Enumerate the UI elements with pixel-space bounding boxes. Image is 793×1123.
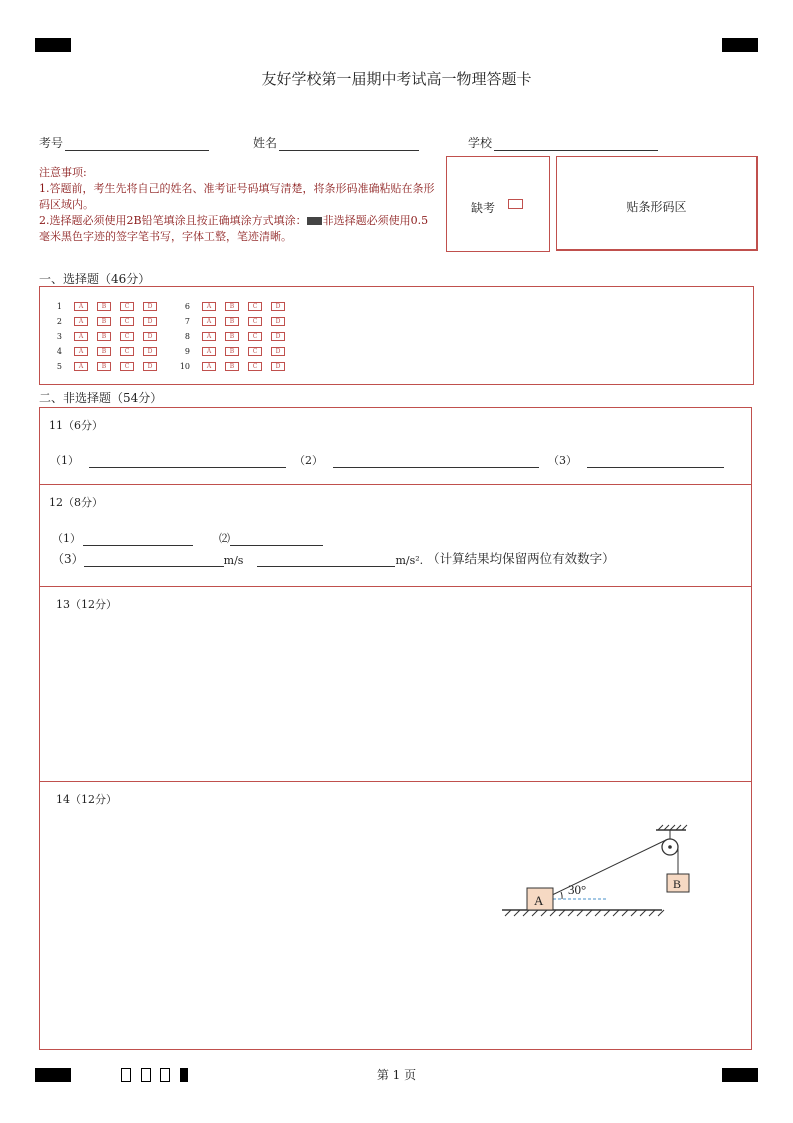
option-b-bubble[interactable]: B — [97, 332, 111, 341]
section-1-title: 一、选择题（46分） — [39, 272, 151, 286]
barcode-label: 贴条形码区 — [626, 200, 687, 214]
option-b-bubble[interactable]: B — [97, 347, 111, 356]
q12-answer-3[interactable] — [52, 549, 615, 567]
question-number: 10 — [179, 362, 190, 371]
absent-label: 缺考 — [471, 201, 496, 215]
option-d-bubble[interactable]: D — [143, 362, 157, 371]
filled-sample-icon — [307, 217, 322, 225]
option-b-bubble[interactable]: B — [97, 317, 111, 326]
pulley-axle — [668, 845, 672, 849]
q12-p1-line[interactable] — [83, 534, 193, 546]
question-number: 5 — [56, 362, 62, 371]
choice-row-2 — [48, 317, 166, 326]
instruction-1: 1.答题前，考生先将自己的姓名、准考证号码填写清楚，将条形码准确粘贴在条形码区域内。 — [39, 182, 435, 211]
q11-p2-line[interactable] — [333, 456, 539, 468]
option-a-bubble[interactable]: A — [74, 362, 88, 371]
question-number: 1 — [56, 302, 62, 311]
option-d-bubble[interactable]: D — [143, 302, 157, 311]
option-c-bubble[interactable]: C — [120, 362, 134, 371]
choice-row-6 — [176, 302, 294, 311]
section-2-title: 二、非选择题（54分） — [39, 391, 163, 405]
angle-label: 30° — [568, 882, 587, 897]
question-number: 7 — [184, 317, 190, 326]
option-b-bubble[interactable]: B — [225, 347, 239, 356]
absent-box — [446, 156, 550, 252]
option-d-bubble[interactable]: D — [271, 317, 285, 326]
q11-p2-label: （2） — [294, 454, 323, 467]
option-a-bubble[interactable]: A — [202, 362, 216, 371]
option-c-bubble[interactable]: C — [248, 362, 262, 371]
option-b-bubble[interactable]: B — [225, 332, 239, 341]
ground-hatching — [505, 910, 664, 916]
option-b-bubble[interactable]: B — [225, 317, 239, 326]
answer-area — [39, 407, 752, 1050]
q11-label: 11（6分） — [49, 419, 103, 432]
exam-number-line[interactable] — [65, 138, 209, 151]
choice-row-4 — [48, 347, 166, 356]
q12-p2-line[interactable] — [230, 534, 323, 546]
q12-answer-2[interactable] — [219, 530, 323, 546]
registration-mark-top-left — [35, 38, 71, 52]
q12-unit-1: m/s — [223, 554, 244, 567]
q11-p1-label: （1） — [50, 454, 79, 467]
angle-arc — [561, 892, 562, 899]
option-b-bubble[interactable]: B — [97, 362, 111, 371]
option-d-bubble[interactable]: D — [271, 302, 285, 311]
name-field[interactable] — [253, 134, 419, 151]
q13-label: 13（12分） — [56, 598, 117, 611]
option-c-bubble[interactable]: C — [120, 302, 134, 311]
q11-p1-line[interactable] — [89, 456, 286, 468]
block-a-label: A — [534, 893, 544, 908]
q12-p1-label: （1） — [52, 532, 81, 545]
exam-number-label: 考号 — [39, 136, 64, 150]
option-a-bubble[interactable]: A — [202, 317, 216, 326]
choice-row-9 — [176, 347, 294, 356]
question-number: 4 — [56, 347, 62, 356]
choice-row-8 — [176, 332, 294, 341]
q11-answer-3[interactable] — [548, 452, 724, 468]
q11-p3-label: （3） — [548, 454, 577, 467]
option-a-bubble[interactable]: A — [74, 302, 88, 311]
question-number: 8 — [184, 332, 190, 341]
registration-mark-top-right — [722, 38, 758, 52]
exam-number-field[interactable] — [39, 134, 209, 151]
option-d-bubble[interactable]: D — [143, 332, 157, 341]
q12-unit-2: m/s². — [395, 554, 424, 567]
option-c-bubble[interactable]: C — [120, 317, 134, 326]
choice-row-7 — [176, 317, 294, 326]
option-b-bubble[interactable]: B — [97, 302, 111, 311]
instructions-heading: 注意事项: — [39, 166, 87, 179]
instruction-2 — [39, 213, 437, 245]
q12-p2-label: ⑵ — [219, 532, 230, 545]
page-title: 友好学校第一届期中考试高一物理答题卡 — [261, 70, 532, 88]
option-a-bubble[interactable]: A — [74, 347, 88, 356]
question-number: 9 — [184, 347, 190, 356]
option-c-bubble[interactable]: C — [248, 317, 262, 326]
divider-11-12 — [40, 484, 751, 485]
name-label: 姓名 — [253, 136, 278, 150]
q12-label: 12（8分） — [49, 496, 103, 509]
option-a-bubble[interactable]: A — [74, 332, 88, 341]
divider-12-13 — [40, 586, 751, 587]
option-b-bubble[interactable]: B — [225, 362, 239, 371]
name-line[interactable] — [279, 138, 419, 151]
q12-note: （计算结果均保留两位有效数字） — [427, 551, 615, 566]
question-number: 3 — [56, 332, 62, 341]
option-a-bubble[interactable]: A — [202, 332, 216, 341]
choice-row-1 — [48, 302, 166, 311]
page-number: 第 1 页 — [376, 1068, 417, 1082]
q14-label: 14（12分） — [56, 793, 117, 806]
q12-p3-line-b[interactable] — [257, 555, 395, 567]
school-label: 学校 — [468, 136, 493, 150]
q11-p3-line[interactable] — [587, 456, 724, 468]
instructions — [39, 165, 437, 245]
choice-row-5 — [48, 362, 166, 371]
rope-incline — [548, 840, 666, 897]
option-c-bubble[interactable]: C — [120, 347, 134, 356]
absent-checkbox[interactable] — [508, 199, 523, 209]
option-a-bubble[interactable]: A — [202, 347, 216, 356]
school-field[interactable] — [468, 134, 658, 151]
instruction-2b: 非选择题必须使用0.5毫米黑色字迹的签字笔书写，字体工整，笔迹清晰。 — [39, 214, 429, 243]
option-c-bubble[interactable]: C — [248, 332, 262, 341]
option-d-bubble[interactable]: D — [271, 362, 285, 371]
choice-row-3 — [48, 332, 166, 341]
q11-answer-2[interactable] — [294, 452, 539, 468]
option-c-bubble[interactable]: C — [248, 347, 262, 356]
q12-p3-label: （3） — [52, 552, 84, 566]
option-c-bubble[interactable]: C — [120, 332, 134, 341]
option-d-bubble[interactable]: D — [143, 347, 157, 356]
option-a-bubble[interactable]: A — [74, 317, 88, 326]
q12-p3-line-a[interactable] — [84, 555, 224, 567]
q12-answer-1[interactable] — [52, 530, 193, 546]
option-b-bubble[interactable]: B — [225, 302, 239, 311]
choice-row-10 — [176, 362, 294, 371]
instruction-2a: 2.选择题必须使用2B铅笔填涂且按正确填涂方式填涂： — [39, 214, 307, 227]
divider-13-14 — [40, 781, 751, 782]
option-d-bubble[interactable]: D — [143, 317, 157, 326]
q11-answer-1[interactable] — [50, 452, 286, 468]
q14-physics-diagram — [500, 822, 700, 922]
question-number: 6 — [184, 302, 190, 311]
block-b-label: B — [673, 877, 682, 891]
option-c-bubble[interactable]: C — [248, 302, 262, 311]
school-line[interactable] — [494, 138, 658, 151]
option-d-bubble[interactable]: D — [271, 347, 285, 356]
option-a-bubble[interactable]: A — [202, 302, 216, 311]
question-number: 2 — [56, 317, 62, 326]
option-d-bubble[interactable]: D — [271, 332, 285, 341]
